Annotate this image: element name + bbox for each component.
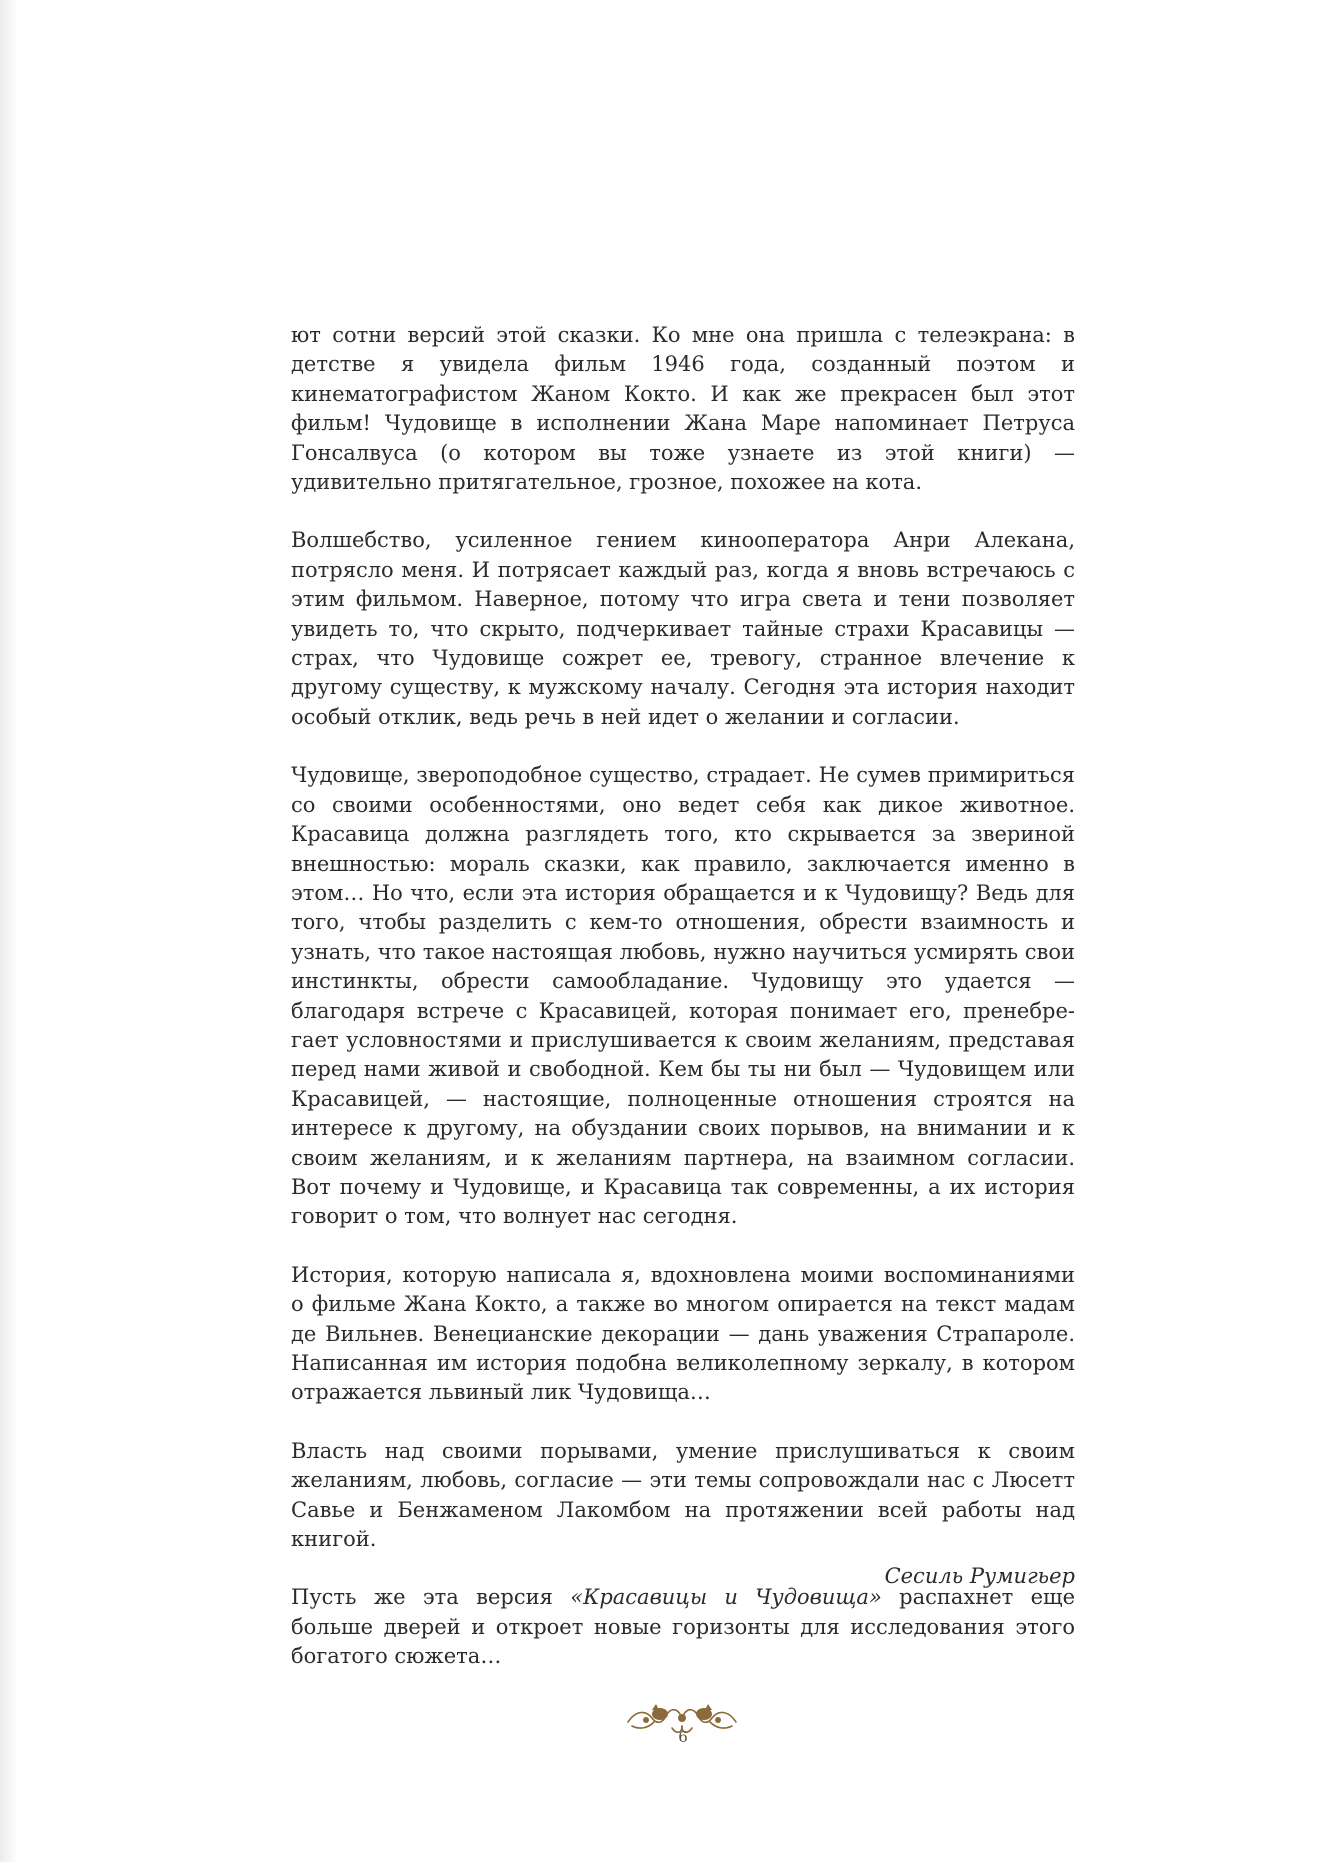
paragraph-2: Волшебство, усиленное гением кинооператора Анри Алекана, потрясло меня. И потрясает каждый раз, когда я вновь встречаюсь с этим фильмом. Наверное, потому что игра света и тени позволяет увидеть то, что скрыто, подчеркивает тайные страхи Красавицы — страх, что Чудовище сожрет ее, тревогу, странное влечение к другому существу, к мужскому началу. Сегодня эта история находит особый отклик, ведь речь в ней идет о желании и согласии. xyxy=(291,528,1075,729)
paragraph-3: Чудовище, звероподобное существо, страдает. Не сумев примириться со своими особенностями, оно ведет себя как дикое животное. Красавица должна разглядеть того, кто скрывается за звериной внешностью: мораль сказки, как правило, заключается именно в этом… Но что, если эта история обращается и к Чудовищу? Ведь для того, чтобы разделить с кем-то отношения, обрести взаимность и узнать, что такое настоящая любовь, нужно научиться усмирять свои инстинкты, обрести самообладание. Чудовищу это удается — благодаря встрече с Красавицей, которая понимает его, пренебрегает условностями и прислушивается к своим желаниям, представая перед нами живой и свободной. Кем бы ты ни был — Чудовищем или Красавицей, — настоящие, полноценные отношения строятся на интересе к другому, на обуздании своих порывов, на внимании и к своим желаниям, и к желаниям партнера, на взаимном согласии. Вот почему и Чудовище, и Красавица так современны, а их история говорит о том, что волнует нас сегодня. xyxy=(291,763,1075,1229)
author-signature: Сесиль Румигьер xyxy=(884,1564,1075,1588)
paragraph-closing xyxy=(291,1583,1075,1671)
page-number: 6 xyxy=(678,1728,688,1746)
paragraph-5: Власть над своими порывами, умение прислушиваться к своим желаниям, любовь, согласие — эти темы сопровождали нас с Люсетт Савье и Бенжаменом Лакомбом на протяжении всей работы над книгой. xyxy=(291,1438,1075,1552)
paragraph-4: История, которую написала я, вдохновлена моими воспоминаниями о фильме Жана Кокто, а также во многом опирается на текст мадам де Вильнев. Венецианские декорации — дань уважения Страпароле. Написанная им история подобна великолепному зеркалу, в котором отражается львиный лик Чудовища… xyxy=(291,1262,1075,1405)
page-edge-shadow xyxy=(0,0,18,1862)
book-title-italic: «Красавицы и Чудовища» xyxy=(570,1585,882,1610)
body-text xyxy=(291,321,1075,1672)
closing-text-before: Пусть же эта версия xyxy=(291,1585,571,1610)
closing-text-after: распахнет еще больше дверей и откроет новые горизонты для исследования этого богатого сюжета… xyxy=(291,1585,1075,1669)
paragraph-1: ют сотни версий этой сказки. Ко мне она пришла с телеэкрана: в детстве я увидела фильм 1946 года, созданный поэтом и кинематографистом Жаном Кокто. И как же прекрасен был этот фильм! Чудовище в исполнении Жана Маре напоминает Петруса Гонсалвуса (о котором вы тоже узнаете из этой книги) — удивительно притягательное, грозное, похожее на кота. xyxy=(291,323,1075,495)
